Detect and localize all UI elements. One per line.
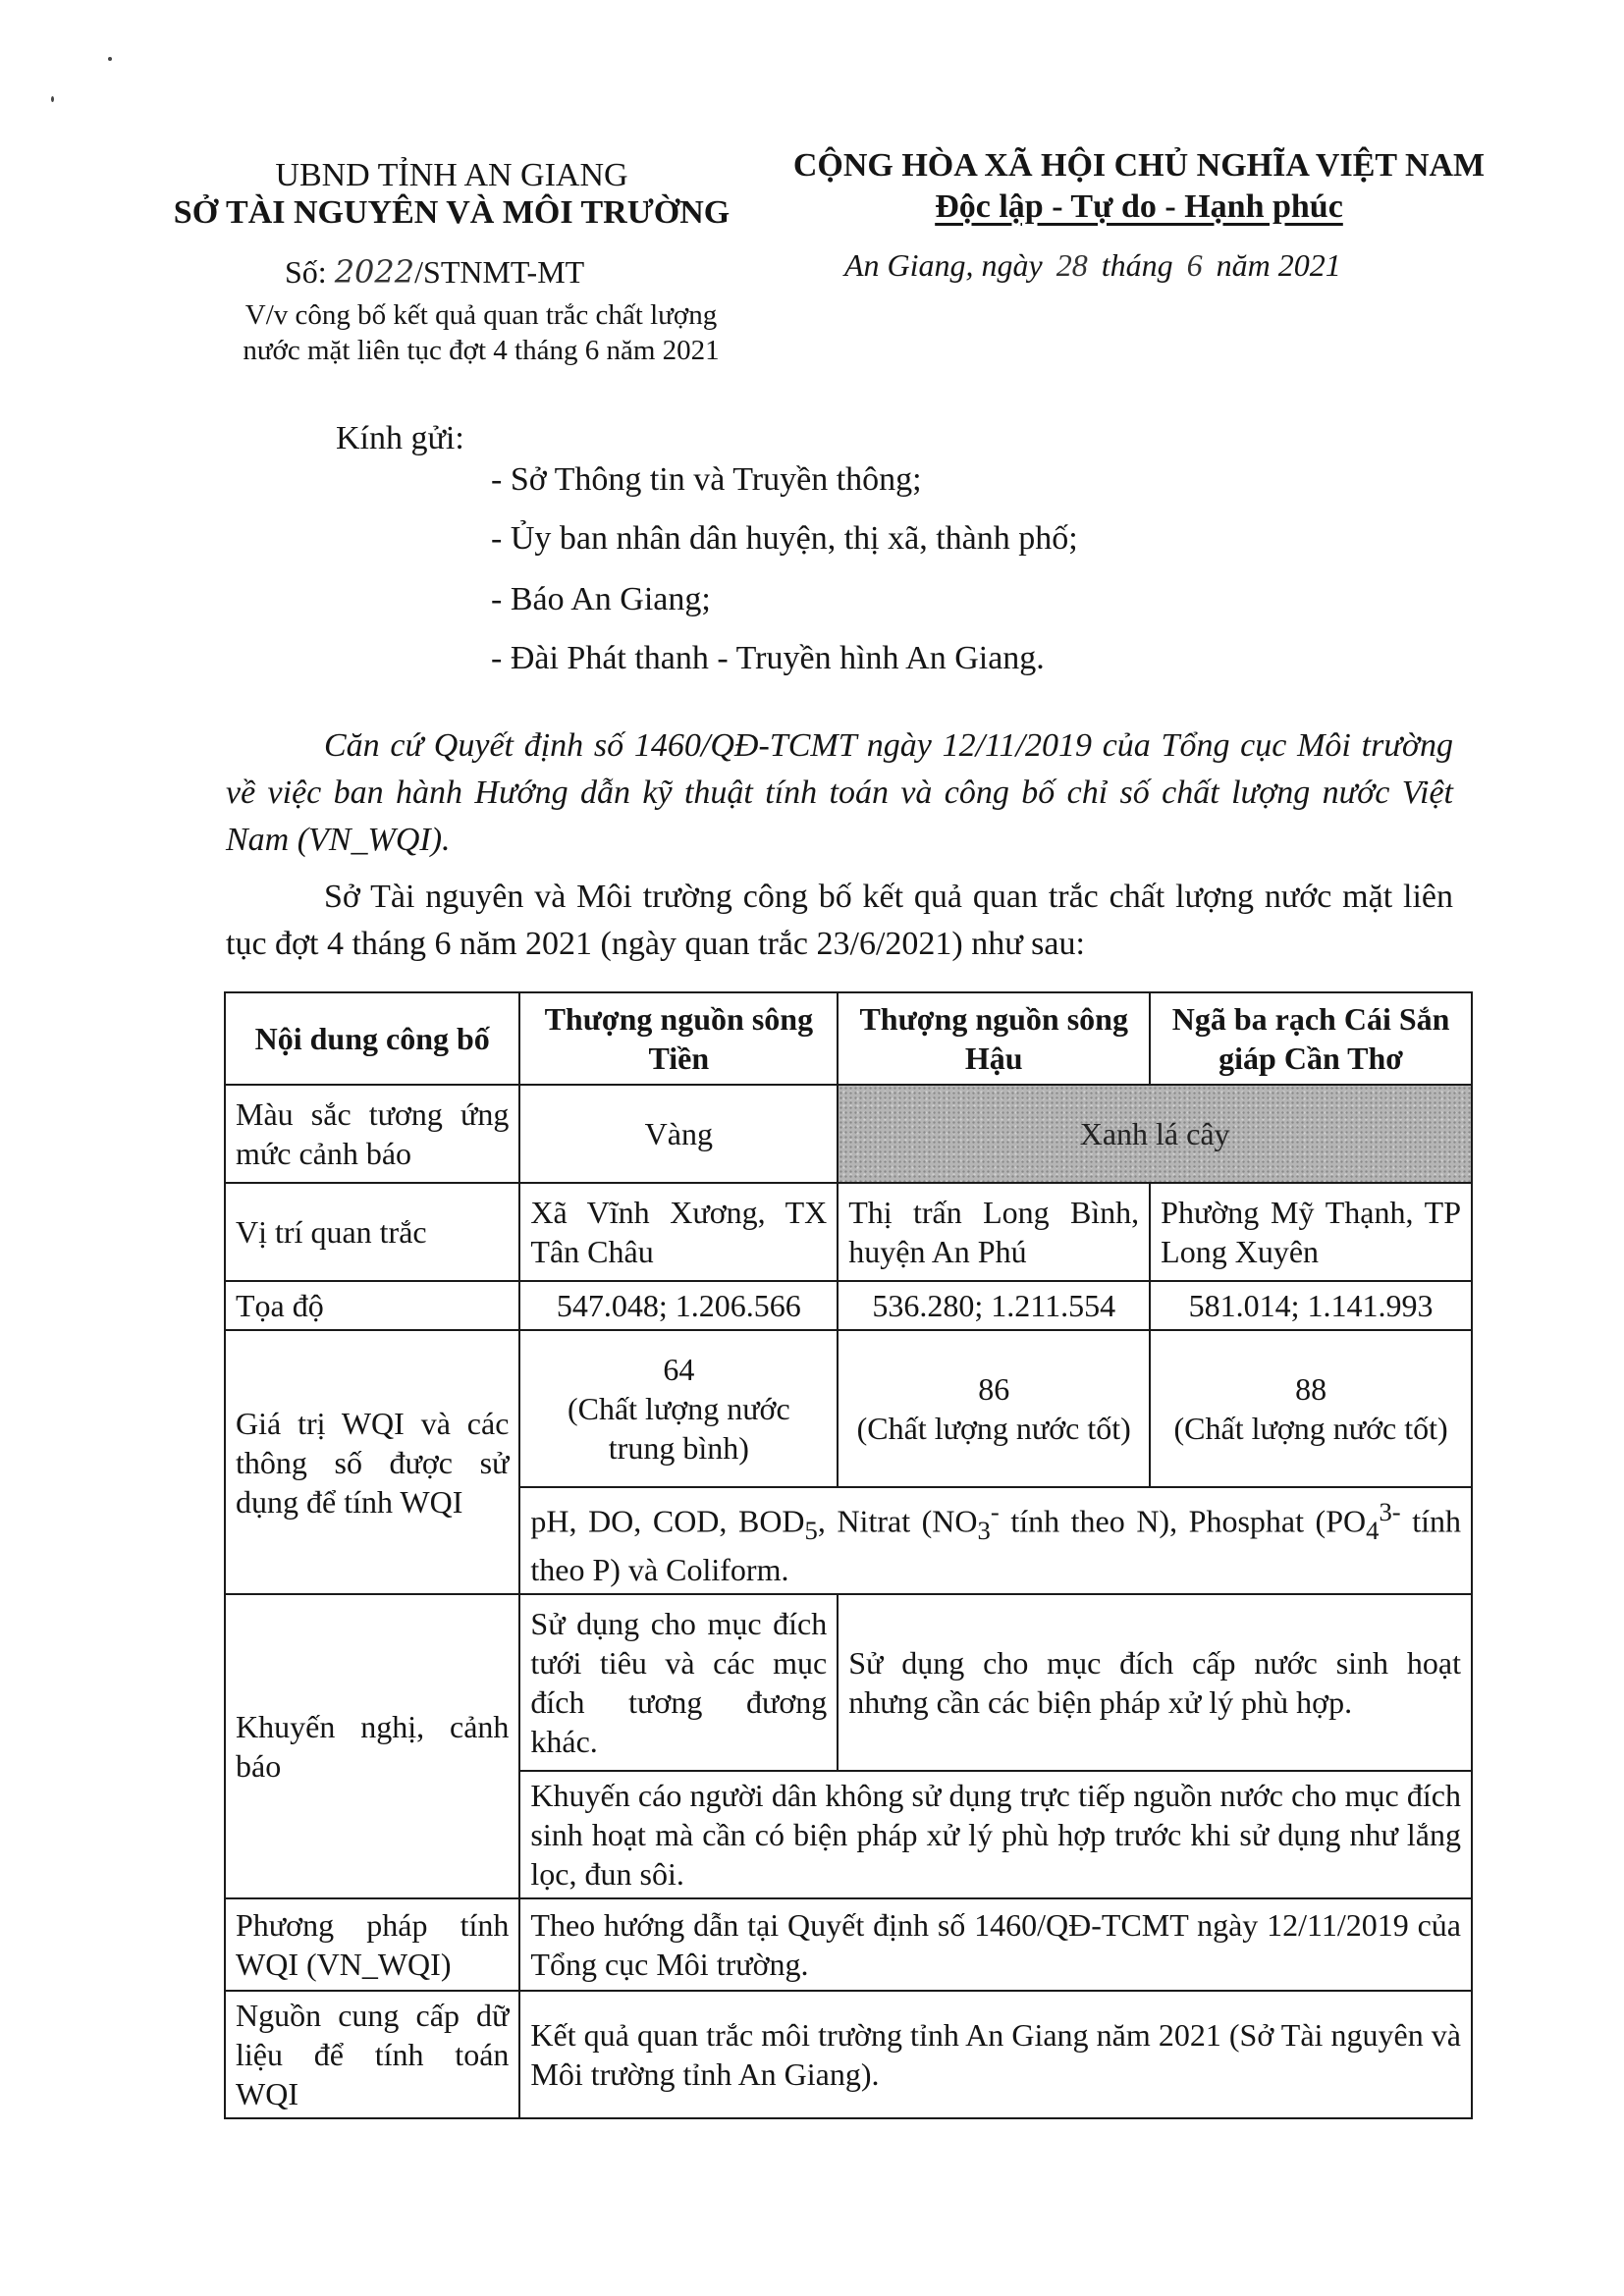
table-row xyxy=(225,1330,1472,1487)
location-song-hau: Thị trấn Long Bình, huyện An Phú xyxy=(838,1183,1150,1281)
wqi-song-hau xyxy=(838,1330,1150,1487)
scan-speck xyxy=(51,96,54,102)
wqi-cai-san xyxy=(1150,1330,1472,1487)
wqi-value: 86 xyxy=(978,1371,1010,1407)
issuing-department: SỞ TÀI NGUYÊN VÀ MÔI TRƯỜNG xyxy=(173,194,731,231)
wqi-quality: (Chất lượng nước tốt) xyxy=(856,1411,1131,1446)
national-motto: Độc lập - Tự do - Hạnh phúc xyxy=(935,188,1343,225)
recipient-item: - Sở Thông tin và Truyền thông; xyxy=(491,461,922,498)
row-label-location: Vị trí quan trắc xyxy=(225,1183,519,1281)
table-row xyxy=(225,1594,1472,1771)
advice-common: Khuyến cáo người dân không sử dụng trực tiếp nguồn nước cho mục đích sinh hoạt mà cần có biện pháp xử lý phù hợp trước khi sử dụng như lắng lọc, đun sôi. xyxy=(519,1771,1472,1898)
recipients-title: Kính gửi: xyxy=(336,420,464,456)
header-song-tien: Thượng nguồn sông Tiền xyxy=(519,992,838,1085)
coords-song-tien: 547.048; 1.206.566 xyxy=(519,1281,838,1330)
coords-song-hau: 536.280; 1.211.554 xyxy=(838,1281,1150,1330)
advice-others: Sử dụng cho mục đích cấp nước sinh hoạt nhưng cần các biện pháp xử lý phù hợp. xyxy=(838,1594,1472,1771)
table-row xyxy=(225,1085,1472,1183)
row-label-source: Nguồn cung cấp dữ liệu để tính toán WQI xyxy=(225,1991,519,2118)
recipient-item: - Báo An Giang; xyxy=(491,581,711,617)
row-label-wqi: Giá trị WQI và các thông số được sử dụng để tính WQI xyxy=(225,1330,519,1594)
row-label-color: Màu sắc tương ứng mức cảnh báo xyxy=(225,1085,519,1183)
recipient-item: - Đài Phát thanh - Truyền hình An Giang. xyxy=(491,640,1045,676)
source-value: Kết quả quan trắc môi trường tỉnh An Giang năm 2021 (Sở Tài nguyên và Môi trường tỉnh An Giang). xyxy=(519,1991,1472,2118)
recipient-item: - Ủy ban nhân dân huyện, thị xã, thành phố; xyxy=(491,520,1078,557)
header-song-hau: Thượng nguồn sông Hậu xyxy=(838,992,1150,1085)
national-title: CỘNG HÒA XÃ HỘI CHỦ NGHĨA VIỆT NAM xyxy=(792,147,1486,184)
legal-basis-paragraph: Căn cứ Quyết định số 1460/QĐ-TCMT ngày 12/11/2019 của Tổng cục Môi trường về việc ban hành Hướng dẫn kỹ thuật tính toán và công bố chỉ số chất lượng nước Việt Nam (VN_WQI). xyxy=(226,727,1453,858)
location-cai-san: Phường Mỹ Thạnh, TP Long Xuyên xyxy=(1150,1183,1472,1281)
scan-speck xyxy=(108,57,112,61)
wqi-parameters: pH, DO, COD, $BOD_5$, Nitrat ($NO_3^-$ tính theo N), Phosphat ($PO_4^{3-}$ tính theo P) và Coliform. xyxy=(519,1487,1472,1594)
row-label-method: Phương pháp tính WQI (VN_WQI) xyxy=(225,1898,519,1991)
row-label-advice: Khuyến nghị, cảnh báo xyxy=(225,1594,519,1898)
issuing-authority: UBND TỈNH AN GIANG xyxy=(275,157,628,193)
color-green-cell: Xanh lá cây xyxy=(838,1085,1472,1183)
wqi-quality: (Chất lượng nước trung bình) xyxy=(567,1391,790,1466)
wqi-results-table xyxy=(224,991,1473,2119)
method-value: Theo hướng dẫn tại Quyết định số 1460/QĐ-TCMT ngày 12/11/2019 của Tổng cục Môi trường. xyxy=(519,1898,1472,1991)
color-song-tien: Vàng xyxy=(519,1085,838,1183)
document-subject: V/v công bố kết quả quan trắc chất lượng nước mặt liên tục đợt 4 tháng 6 năm 2021 xyxy=(243,299,720,366)
location-song-tien: Xã Vĩnh Xương, TX Tân Châu xyxy=(519,1183,838,1281)
table-header-row xyxy=(225,992,1472,1085)
row-label-coords: Tọa độ xyxy=(225,1281,519,1330)
header-cai-san: Ngã ba rạch Cái Sắn giáp Cần Thơ xyxy=(1150,992,1472,1085)
handwritten-number: 2022 xyxy=(334,253,415,291)
document-date: An Giang, ngày 28 tháng 6 năm 2021 xyxy=(844,247,1341,283)
coords-cai-san: 581.014; 1.141.993 xyxy=(1150,1281,1472,1330)
table-row xyxy=(225,1183,1472,1281)
table-row xyxy=(225,1898,1472,1991)
table-row xyxy=(225,1281,1472,1330)
wqi-value: 64 xyxy=(663,1352,695,1387)
wqi-quality: (Chất lượng nước tốt) xyxy=(1173,1411,1448,1446)
announcement-paragraph: Sở Tài nguyên và Môi trường công bố kết quả quan trắc chất lượng nước mặt liên tục đợt 4 tháng 6 năm 2021 (ngày quan trắc 23/6/2021) như sau: xyxy=(226,879,1453,962)
wqi-value: 88 xyxy=(1295,1371,1327,1407)
document-number: Số: 2022/STNMT-MT xyxy=(285,253,585,291)
wqi-song-tien xyxy=(519,1330,838,1487)
header-content: Nội dung công bố xyxy=(225,992,519,1085)
advice-song-tien: Sử dụng cho mục đích tưới tiêu và các mục đích tương đương khác. xyxy=(519,1594,838,1771)
table-row xyxy=(225,1991,1472,2118)
